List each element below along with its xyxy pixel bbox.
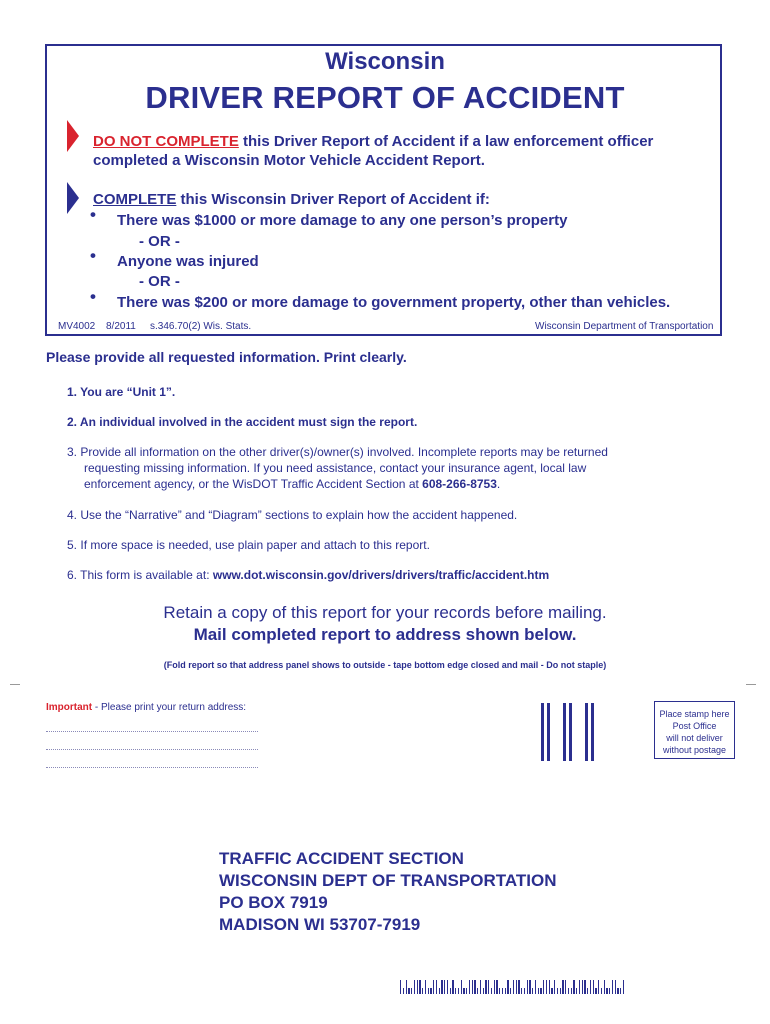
barcode-bar: [584, 980, 585, 994]
barcode-bar: [604, 980, 605, 994]
barcode-bar: [587, 988, 588, 994]
barcode-bar: [518, 980, 519, 994]
stamp-box: Place stamp here Post Office will not deliver without postage: [654, 701, 735, 759]
fim-bar: [563, 703, 566, 761]
barcode-bar: [411, 988, 412, 994]
barcode-bar: [439, 988, 440, 994]
bullet-icon: •: [90, 287, 96, 306]
fold-mark-left: [10, 684, 20, 685]
barcode-bar: [535, 980, 536, 994]
barcode-bar: [565, 980, 566, 994]
bullet-icon: •: [90, 246, 96, 265]
barcode-bar: [615, 980, 616, 994]
instructions-heading: Please provide all requested information. Print clearly.: [46, 349, 407, 365]
fold-instructions: (Fold report so that address panel shows to outside - tape bottom edge closed and mail - Do not staple): [163, 660, 607, 670]
complete-label: COMPLETE: [93, 191, 177, 208]
barcode-bar: [573, 980, 574, 994]
barcode-bar: [428, 988, 429, 994]
barcode-bar: [441, 980, 442, 994]
address-line-2: WISCONSIN DEPT OF TRANSPORTATION: [219, 871, 557, 890]
or-separator: - OR -: [139, 273, 180, 290]
barcode-bar: [422, 988, 423, 994]
barcode-bar: [510, 988, 511, 994]
barcode-bar: [527, 980, 528, 994]
barcode-bar: [499, 988, 500, 994]
barcode-bar: [507, 980, 508, 994]
barcode-bar: [568, 988, 569, 994]
barcode-bar: [425, 980, 426, 994]
barcode-bar: [419, 980, 420, 994]
form-number: MV4002: [58, 321, 96, 332]
barcode-bar: [609, 988, 610, 994]
barcode-bar: [529, 980, 530, 994]
state-heading: Wisconsin: [325, 48, 445, 75]
or-separator: - OR -: [139, 233, 180, 250]
barcode-bar: [557, 988, 558, 994]
barcode-bar: [491, 988, 492, 994]
address-line-4: MADISON WI 53707-7919: [219, 915, 421, 934]
do-not-complete-line: [93, 132, 653, 152]
postnet-barcode: [400, 980, 630, 994]
instruction-3: 3. Provide all information on the other driver(s)/owner(s) involved. Incomplete reports may be returned: [67, 445, 608, 459]
barcode-bar: [430, 988, 431, 994]
barcode-bar: [433, 980, 434, 994]
do-not-complete-line2: completed a Wisconsin Motor Vehicle Accident Report.: [93, 152, 485, 169]
instruction-2: 2. An individual involved in the accident must sign the report.: [67, 415, 418, 429]
barcode-bar: [540, 988, 541, 994]
address-line-3: PO BOX 7919: [219, 893, 328, 912]
fim-bar: [591, 703, 594, 761]
fim-bar: [585, 703, 588, 761]
barcode-bar: [543, 980, 544, 994]
barcode-bar: [579, 980, 580, 994]
barcode-bar: [480, 980, 481, 994]
barcode-bar: [458, 988, 459, 994]
barcode-bar: [455, 988, 456, 994]
barcode-bar: [532, 988, 533, 994]
barcode-bar: [485, 980, 486, 994]
barcode-bar: [472, 980, 473, 994]
retain-notice: Retain a copy of this report for your records before mailing.: [163, 603, 607, 622]
barcode-bar: [598, 980, 599, 994]
barcode-bar: [450, 988, 451, 994]
barcode-bar: [477, 988, 478, 994]
barcode-bar: [494, 980, 495, 994]
complete-text: this Wisconsin Driver Report of Accident if:: [176, 191, 490, 208]
barcode-bar: [403, 988, 404, 994]
blue-arrow-icon: [67, 182, 79, 214]
criteria-1: There was $1000 or more damage to any one person’s property: [117, 212, 568, 229]
red-arrow-icon: [67, 120, 79, 152]
barcode-bar: [617, 988, 618, 994]
barcode-bar: [562, 980, 563, 994]
instruction-3-line2: requesting missing information. If you need assistance, contact your insurance agent, local law: [84, 461, 587, 475]
barcode-bar: [516, 980, 517, 994]
barcode-bar: [505, 988, 506, 994]
fim-bar: [541, 703, 544, 761]
instruction-1: 1. You are “Unit 1”.: [67, 385, 176, 399]
barcode-bar: [524, 988, 525, 994]
form-statute: s.346.70(2) Wis. Stats.: [150, 321, 252, 332]
barcode-bar: [560, 988, 561, 994]
bullet-icon: •: [90, 205, 96, 224]
return-address-label: Important - Please print your return address:: [46, 702, 247, 713]
mail-notice: Mail completed report to address shown below.: [193, 625, 577, 644]
complete-line: [93, 190, 490, 210]
barcode-bar: [612, 980, 613, 994]
barcode-bar: [436, 980, 437, 994]
barcode-bar: [461, 980, 462, 994]
form-date: 8/2011: [106, 321, 136, 332]
barcode-bar: [483, 988, 484, 994]
barcode-bar: [502, 988, 503, 994]
barcode-bar: [496, 980, 497, 994]
barcode-bar: [620, 988, 621, 994]
barcode-bar: [400, 980, 401, 994]
do-not-complete-label: DO NOT COMPLETE: [93, 133, 239, 150]
instruction-3-line3: enforcement agency, or the WisDOT Traffic Accident Section at 608-266-8753.: [84, 477, 501, 491]
form-url-link[interactable]: www.dot.wisconsin.gov/drivers/drivers/traffic/accident.htm: [212, 568, 550, 582]
barcode-bar: [571, 988, 572, 994]
instruction-4: 4. Use the “Narrative” and “Diagram” sections to explain how the accident happened.: [67, 508, 518, 522]
fim-bar: [569, 703, 572, 761]
barcode-bar: [576, 988, 577, 994]
barcode-bar: [474, 980, 475, 994]
criteria-3: There was $200 or more damage to government property, other than vehicles.: [117, 294, 671, 311]
barcode-bar: [417, 980, 418, 994]
barcode-bar: [595, 988, 596, 994]
barcode-bar: [463, 988, 464, 994]
address-line-1: TRAFFIC ACCIDENT SECTION: [219, 849, 464, 868]
barcode-bar: [538, 988, 539, 994]
barcode-bar: [521, 988, 522, 994]
form-agency: Wisconsin Department of Transportation: [535, 321, 714, 332]
return-address-line[interactable]: [46, 731, 258, 732]
barcode-bar: [623, 980, 624, 994]
barcode-bar: [549, 980, 550, 994]
instruction-6: 6. This form is available at: www.dot.wisconsin.gov/drivers/drivers/traffic/accident.htm: [67, 568, 550, 582]
barcode-bar: [551, 988, 552, 994]
barcode-bar: [469, 980, 470, 994]
barcode-bar: [466, 988, 467, 994]
fim-bar: [547, 703, 550, 761]
do-not-complete-text: this Driver Report of Accident if a law enforcement officer: [238, 133, 654, 150]
barcode-bar: [590, 980, 591, 994]
barcode-bar: [447, 980, 448, 994]
barcode-bar: [606, 988, 607, 994]
barcode-bar: [554, 980, 555, 994]
return-address-line[interactable]: [46, 749, 258, 750]
barcode-bar: [406, 980, 407, 994]
barcode-bar: [488, 980, 489, 994]
instruction-5: 5. If more space is needed, use plain paper and attach to this report.: [67, 538, 430, 552]
page-title: DRIVER REPORT OF ACCIDENT: [145, 80, 625, 115]
barcode-bar: [452, 980, 453, 994]
important-label: Important: [46, 702, 93, 713]
return-address-line[interactable]: [46, 767, 258, 768]
barcode-bar: [593, 980, 594, 994]
criteria-2: Anyone was injured: [117, 253, 259, 270]
fold-mark-right: [746, 684, 756, 685]
barcode-bar: [601, 988, 602, 994]
barcode-bar: [444, 980, 445, 994]
phone-number: 608-266-8753: [422, 477, 497, 491]
barcode-bar: [414, 980, 415, 994]
barcode-bar: [513, 980, 514, 994]
barcode-bar: [582, 980, 583, 994]
barcode-bar: [546, 980, 547, 994]
barcode-bar: [408, 988, 409, 994]
